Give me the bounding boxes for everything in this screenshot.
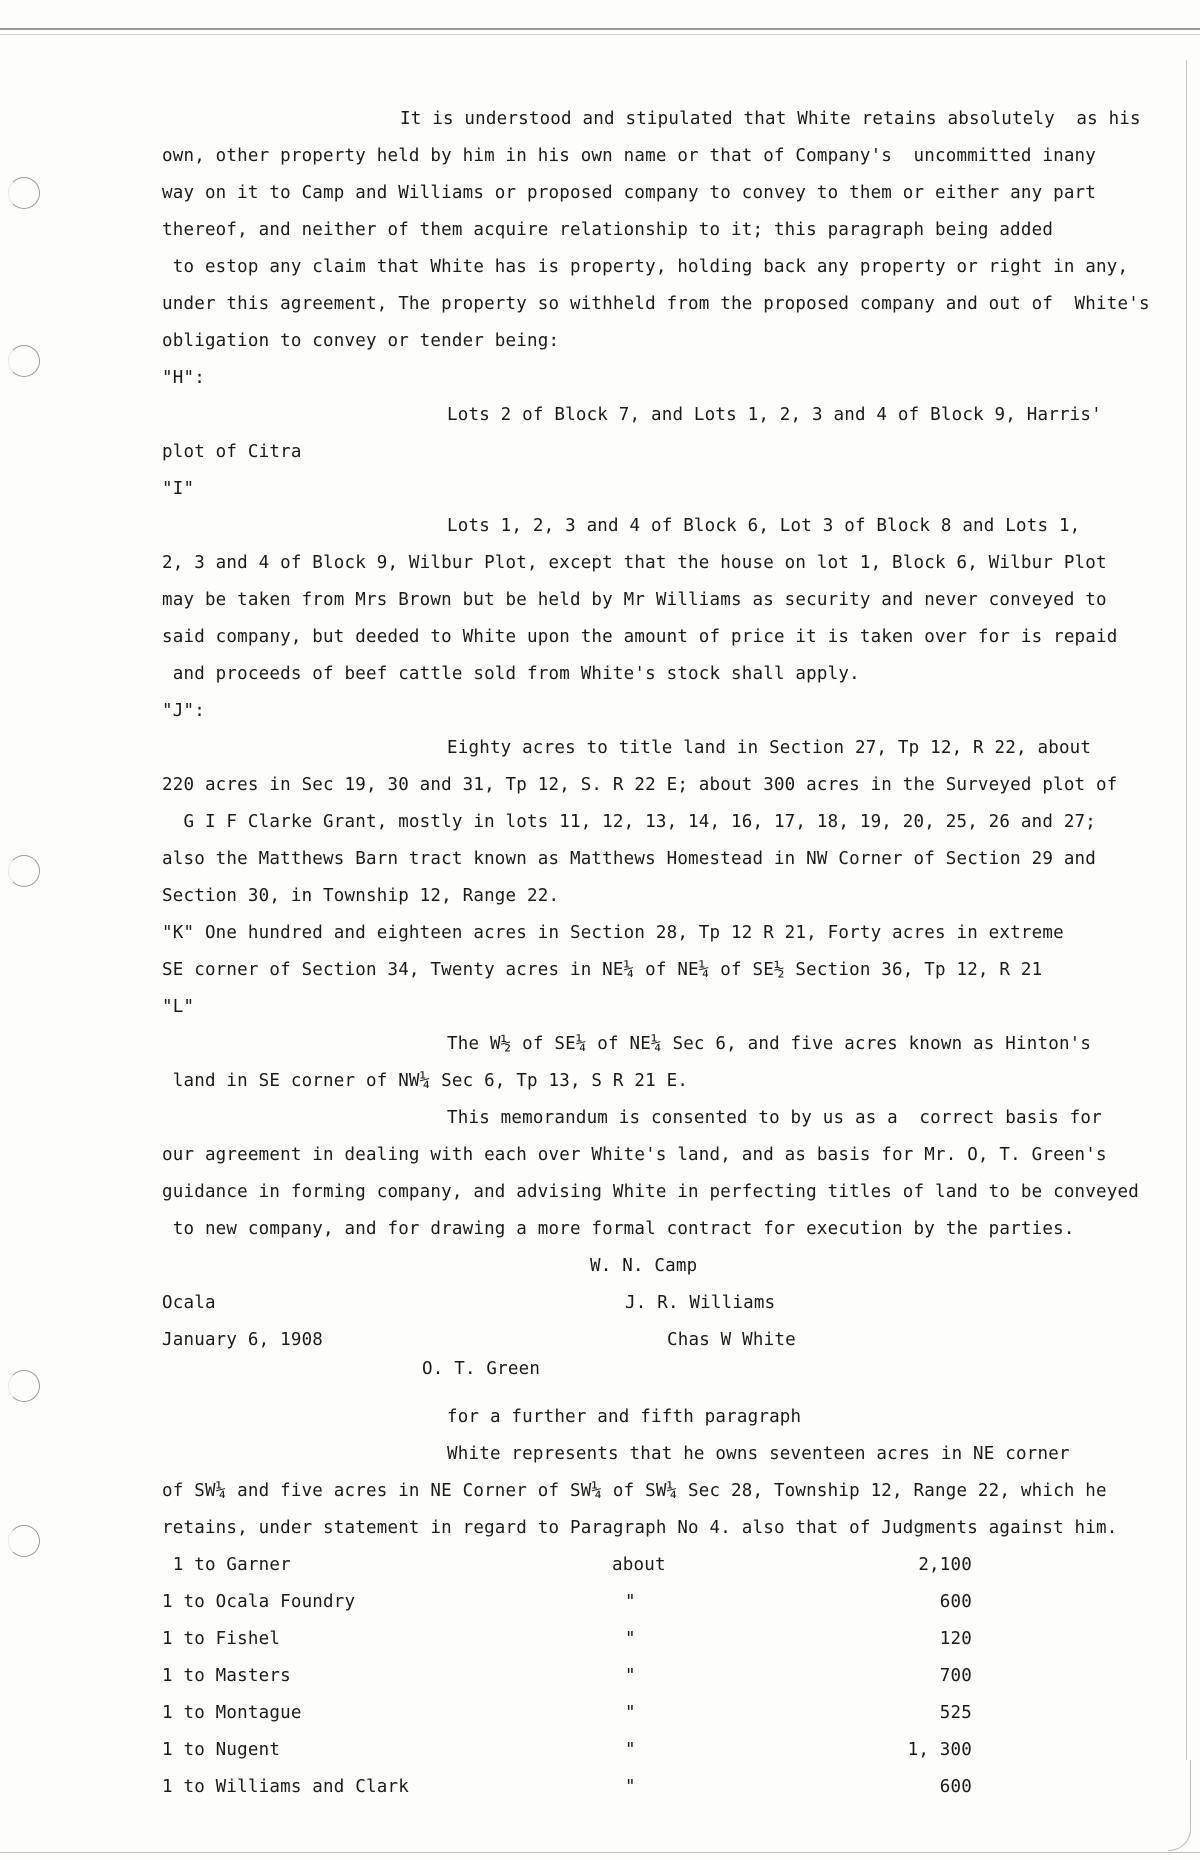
punch-hole-icon — [8, 855, 40, 887]
paragraph-line: thereof, and neither of them acquire relationship to it; this paragraph being added — [162, 220, 1054, 240]
paragraph-line: obligation to convey or tender being: — [162, 331, 560, 351]
punch-hole-icon — [8, 1525, 40, 1557]
signature-white: Chas W White — [667, 1330, 796, 1350]
judgment-qualifier: about — [612, 1555, 666, 1575]
place-line: Ocala — [162, 1293, 216, 1313]
paragraph-line: own, other property held by him in his own name or that of Company's uncommitted inany — [162, 146, 1097, 166]
section-i-line: and proceeds of beef cattle sold from White's stock shall apply. — [162, 664, 860, 684]
section-k-line: SE corner of Section 34, Twenty acres in NE¼ of NE¼ of SE½ Section 36, Tp 12, R 21 — [162, 960, 1043, 980]
fifth-paragraph-heading: for a further and fifth paragraph — [447, 1407, 802, 1427]
top-edge-rule-secondary — [0, 34, 1200, 35]
judgment-creditor: 1 to Williams and Clark — [162, 1777, 409, 1797]
memorandum-line: our agreement in dealing with each over White's land, and as basis for Mr. O, T. Green's — [162, 1145, 1107, 1165]
bottom-edge-rule — [0, 1852, 1200, 1853]
section-h-line: plot of Citra — [162, 442, 302, 462]
punch-hole-icon — [8, 177, 40, 209]
paragraph-line: under this agreement, The property so withheld from the proposed company and out of White's — [162, 294, 1150, 314]
signature-williams: J. R. Williams — [625, 1293, 776, 1313]
section-i-line: 2, 3 and 4 of Block 9, Wilbur Plot, except that the house on lot 1, Block 6, Wilbur Plot — [162, 553, 1107, 573]
judgment-creditor: 1 to Garner — [162, 1555, 291, 1575]
memorandum-line: guidance in forming company, and advising White in perfecting titles of land to be conveyed — [162, 1182, 1139, 1202]
date-line: January 6, 1908 — [162, 1330, 324, 1350]
fifth-paragraph-line: retains, under statement in regard to Paragraph No 4. also that of Judgments against him. — [162, 1518, 1118, 1538]
section-label-l: "L" — [162, 997, 195, 1017]
section-label-i: "I" — [162, 479, 195, 499]
section-label-j: "J": — [162, 701, 205, 721]
judgment-creditor: 1 to Nugent — [162, 1740, 281, 1760]
right-page-edge — [1186, 60, 1187, 1760]
judgment-creditor: 1 to Masters — [162, 1666, 291, 1686]
judgment-amount: 2,100 — [918, 1555, 972, 1575]
section-i-line: Lots 1, 2, 3 and 4 of Block 6, Lot 3 of Block 8 and Lots 1, — [447, 516, 1081, 536]
paragraph-line: It is understood and stipulated that White retains absolutely as his — [400, 109, 1141, 129]
fifth-paragraph-line: White represents that he owns seventeen acres in NE corner — [447, 1444, 1070, 1464]
judgment-qualifier: " — [625, 1629, 636, 1649]
judgment-amount: 1, 300 — [907, 1740, 972, 1760]
judgment-qualifier: " — [625, 1777, 636, 1797]
section-h-line: Lots 2 of Block 7, and Lots 1, 2, 3 and 4 of Block 9, Harris' — [447, 405, 1102, 425]
section-l-line: The W½ of SE¼ of NE¼ Sec 6, and five acres known as Hinton's — [447, 1034, 1092, 1054]
punch-hole-icon — [8, 1370, 40, 1402]
signature-green: O. T. Green — [422, 1359, 541, 1379]
punch-hole-icon — [8, 345, 40, 377]
memorandum-line: This memorandum is consented to by us as a correct basis for — [447, 1108, 1102, 1128]
judgment-amount: 600 — [939, 1777, 972, 1797]
paragraph-line: to estop any claim that White has is property, holding back any property or right in any, — [162, 257, 1129, 277]
judgment-amount: 700 — [939, 1666, 972, 1686]
signature-camp: W. N. Camp — [590, 1256, 698, 1276]
section-j-line: also the Matthews Barn tract known as Matthews Homestead in NW Corner of Section 29 and — [162, 849, 1097, 869]
section-i-line: may be taken from Mrs Brown but be held by Mr Williams as security and never conveyed to — [162, 590, 1107, 610]
judgment-creditor: 1 to Montague — [162, 1703, 302, 1723]
judgment-qualifier: " — [625, 1666, 636, 1686]
judgment-amount: 120 — [939, 1629, 972, 1649]
page-corner-curl — [1168, 1760, 1191, 1851]
section-j-line: 220 acres in Sec 19, 30 and 31, Tp 12, S. R 22 E; about 300 acres in the Surveyed plot of — [162, 775, 1118, 795]
section-j-line: Eighty acres to title land in Section 27, Tp 12, R 22, about — [447, 738, 1092, 758]
judgment-creditor: 1 to Fishel — [162, 1629, 281, 1649]
judgment-creditor: 1 to Ocala Foundry — [162, 1592, 356, 1612]
paragraph-line: way on it to Camp and Williams or proposed company to convey to them or either any part — [162, 183, 1097, 203]
judgment-qualifier: " — [625, 1740, 636, 1760]
memorandum-line: to new company, and for drawing a more formal contract for execution by the parties. — [162, 1219, 1075, 1239]
judgment-qualifier: " — [625, 1592, 636, 1612]
section-i-line: said company, but deeded to White upon the amount of price it is taken over for is repaid — [162, 627, 1118, 647]
section-k-line: "K" One hundred and eighteen acres in Section 28, Tp 12 R 21, Forty acres in extreme — [162, 923, 1064, 943]
judgment-amount: 525 — [939, 1703, 972, 1723]
section-l-line: land in SE corner of NW¼ Sec 6, Tp 13, S R 21 E. — [162, 1071, 689, 1091]
section-label-h: "H": — [162, 368, 205, 388]
judgment-qualifier: " — [625, 1703, 636, 1723]
section-j-line: G I F Clarke Grant, mostly in lots 11, 12, 13, 14, 16, 17, 18, 19, 20, 25, 26 and 27; — [162, 812, 1097, 832]
fifth-paragraph-line: of SW¼ and five acres in NE Corner of SW¼ of SW¼ Sec 28, Township 12, Range 22, which he — [162, 1481, 1107, 1501]
section-j-line: Section 30, in Township 12, Range 22. — [162, 886, 560, 906]
judgment-amount: 600 — [939, 1592, 972, 1612]
top-edge-rule — [0, 28, 1200, 30]
